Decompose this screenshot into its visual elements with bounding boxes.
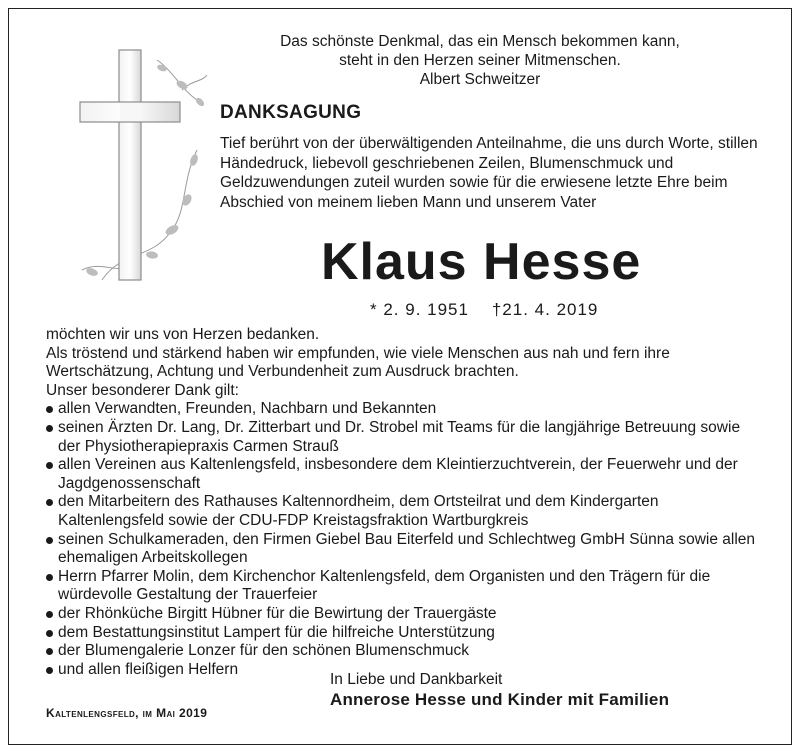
cross-with-ivy-icon	[62, 30, 210, 292]
list-item: der Rhönküche Birgitt Hübner für die Bewirtung der Trauergäste	[46, 605, 766, 624]
heading-danksagung: DANKSAGUNG	[220, 102, 362, 123]
intro-paragraph: Tief berührt von der überwältigenden Anteilnahme, die uns durch Worte, stillen Händedruck, liebevoll geschriebenen Zeilen, Blumenschmuck und Geldzuwendungen zuteil wurden sowie für die erwiesene letzte Ehre beim Abschied von meinem lieben Mann und unserem Vater	[220, 135, 758, 211]
consolation-paragraph: Als tröstend und stärkend haben wir empfunden, wie viele Menschen aus nah und fern ihre Wertschätzung, Achtung und Verbundenheit zum Ausdruck brachten.	[46, 344, 670, 381]
closing	[330, 670, 669, 710]
special-thanks-label: Unser besonderer Dank gilt:	[46, 381, 239, 399]
list-item: seinen Ärzten Dr. Lang, Dr. Zitterbart und Dr. Strobel mit Teams für die langjährige Betreuung sowie der Physiotherapiepraxis Carmen Strauß	[46, 419, 766, 456]
list-item: dem Bestattungsinstitut Lampert für die hilfreiche Unterstützung	[46, 624, 766, 643]
quote-line: steht in den Herzen seiner Mitmenschen.	[339, 52, 621, 69]
closing-line: In Liebe und Dankbarkeit	[330, 671, 503, 688]
list-item: allen Vereinen aus Kaltenlengsfeld, insbesondere dem Kleintierzuchtverein, der Feuerwehr und der Jagdgenossenschaft	[46, 456, 766, 493]
thanks-list	[46, 400, 766, 679]
list-item: den Mitarbeitern des Rathauses Kaltennordheim, dem Ortsteilrat und dem Kindergarten Kaltenlengsfeld sowie der CDU-FDP Kreistagsfraktion Wartburgkreis	[46, 493, 766, 530]
list-item: der Blumengalerie Lonzer für den schönen Blumenschmuck	[46, 642, 766, 661]
deceased-dates: * 2. 9. 1951 †21. 4. 2019	[370, 300, 599, 319]
place-date: Kaltenlengsfeld, im Mai 2019	[46, 706, 208, 720]
quote-line: Das schönste Denkmal, das ein Mensch bekommen kann,	[280, 33, 680, 50]
deceased-name: Klaus Hesse	[321, 233, 642, 291]
quote	[250, 32, 710, 89]
signature: Annerose Hesse und Kinder mit Familien	[330, 690, 670, 709]
list-item: Herrn Pfarrer Molin, dem Kirchenchor Kaltenlengsfeld, dem Organisten und den Trägern für die würdevolle Gestaltung der Trauerfeier	[46, 568, 766, 605]
list-item: und allen fleißigen Helfern	[46, 661, 766, 680]
list-item: allen Verwandten, Freunden, Nachbarn und Bekannten	[46, 400, 766, 419]
thanks-line: möchten wir uns von Herzen bedanken.	[46, 326, 320, 343]
list-item: seinen Schulkameraden, den Firmen Giebel Bau Eiterfeld und Schlechtweg GmbH Sünna sowie allen ehemaligen Arbeitskollegen	[46, 531, 766, 568]
quote-author: Albert Schweitzer	[419, 71, 541, 88]
body-text	[46, 326, 766, 679]
